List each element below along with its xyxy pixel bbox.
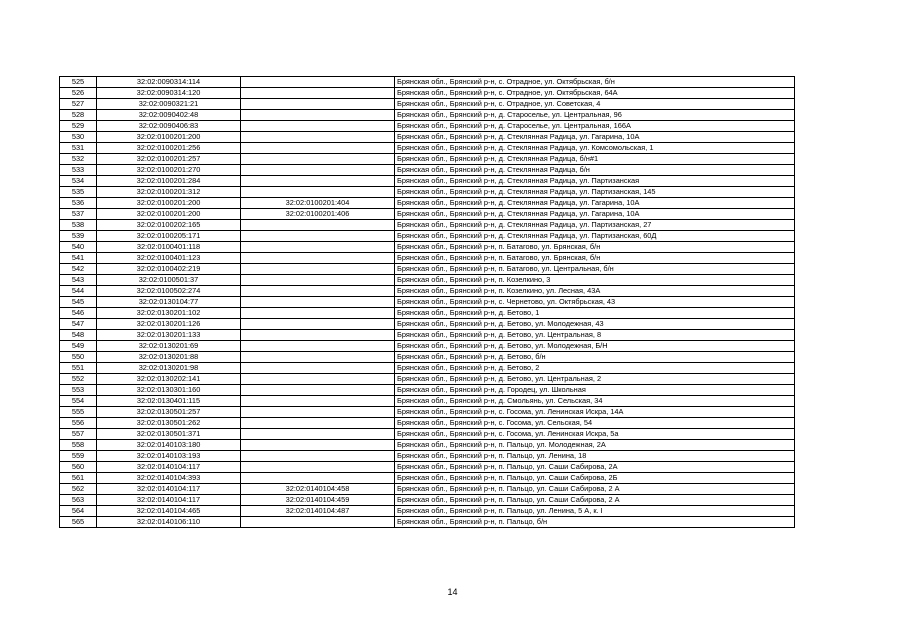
related-cadastral-number-cell [241, 176, 395, 187]
address-cell: Брянская обл., Брянский р-н, п. Пальцо, ул. Саши Сабирова, 2Б [395, 473, 795, 484]
table-row [60, 88, 795, 99]
cadastral-number-cell: 32:02:0100201:312 [97, 187, 241, 198]
row-number-cell: 565 [60, 517, 97, 528]
related-cadastral-number-cell [241, 517, 395, 528]
related-cadastral-number-cell [241, 363, 395, 374]
table-row [60, 308, 795, 319]
address-cell: Брянская обл., Брянский р-н, п. Пальцо, ул. Ленина, 5 А, к. I [395, 506, 795, 517]
row-number-cell: 564 [60, 506, 97, 517]
address-cell: Брянская обл., Брянский р-н, с. Отрадное, ул. Октябрьская, 64А [395, 88, 795, 99]
cadastral-number-cell: 32:02:0130201:126 [97, 319, 241, 330]
address-cell: Брянская обл., Брянский р-н, д. Староселье, ул. Центральная, 166А [395, 121, 795, 132]
address-cell: Брянская обл., Брянский р-н, д. Стеклянная Радица, ул. Гагарина, 10А [395, 132, 795, 143]
address-cell: Брянская обл., Брянский р-н, п. Козелкино, ул. Лесная, 43А [395, 286, 795, 297]
related-cadastral-number-cell [241, 473, 395, 484]
address-cell: Брянская обл., Брянский р-н, д. Бетово, ул. Молодежная, Б/Н [395, 341, 795, 352]
row-number-cell: 562 [60, 484, 97, 495]
related-cadastral-number-cell [241, 253, 395, 264]
related-cadastral-number-cell [241, 275, 395, 286]
row-number-cell: 551 [60, 363, 97, 374]
address-cell: Брянская обл., Брянский р-н, д. Стеклянная Радица, б/н#1 [395, 154, 795, 165]
row-number-cell: 525 [60, 77, 97, 88]
row-number-cell: 549 [60, 341, 97, 352]
address-cell: Брянская обл., Брянский р-н, д. Городец, ул. Школьная [395, 385, 795, 396]
row-number-cell: 526 [60, 88, 97, 99]
address-cell: Брянская обл., Брянский р-н, п. Батагово, ул. Брянская, б/н [395, 253, 795, 264]
related-cadastral-number-cell [241, 187, 395, 198]
table-row [60, 374, 795, 385]
table-row [60, 209, 795, 220]
table-row [60, 385, 795, 396]
table-row [60, 286, 795, 297]
cadastral-number-cell: 32:02:0100205:171 [97, 231, 241, 242]
related-cadastral-number-cell [241, 429, 395, 440]
related-cadastral-number-cell: 32:02:0140104:487 [241, 506, 395, 517]
table-row [60, 297, 795, 308]
address-cell: Брянская обл., Брянский р-н, д. Стеклянная Радица, ул. Партизанская [395, 176, 795, 187]
row-number-cell: 547 [60, 319, 97, 330]
table-row [60, 363, 795, 374]
address-cell: Брянская обл., Брянский р-н, с. Госома, ул. Ленинская Искра, 14А [395, 407, 795, 418]
related-cadastral-number-cell [241, 132, 395, 143]
address-cell: Брянская обл., Брянский р-н, с. Госома, ул. Ленинская Искра, 5а [395, 429, 795, 440]
table-row [60, 198, 795, 209]
table-row [60, 517, 795, 528]
related-cadastral-number-cell [241, 407, 395, 418]
row-number-cell: 541 [60, 253, 97, 264]
row-number-cell: 554 [60, 396, 97, 407]
cadastral-number-cell: 32:02:0130202:141 [97, 374, 241, 385]
related-cadastral-number-cell [241, 330, 395, 341]
table-row [60, 396, 795, 407]
table-row [60, 330, 795, 341]
cadastral-number-cell: 32:02:0090314:114 [97, 77, 241, 88]
cadastral-number-cell: 32:02:0100502:274 [97, 286, 241, 297]
related-cadastral-number-cell [241, 143, 395, 154]
related-cadastral-number-cell [241, 121, 395, 132]
address-cell: Брянская обл., Брянский р-н, д. Староселье, ул. Центральная, 96 [395, 110, 795, 121]
table-row [60, 495, 795, 506]
address-cell: Брянская обл., Брянский р-н, п. Пальцо, б/н [395, 517, 795, 528]
cadastral-number-cell: 32:02:0130501:371 [97, 429, 241, 440]
related-cadastral-number-cell [241, 396, 395, 407]
cadastral-number-cell: 32:02:0100401:118 [97, 242, 241, 253]
table-row [60, 110, 795, 121]
address-cell: Брянская обл., Брянский р-н, с. Чернетово, ул. Октябрьская, 43 [395, 297, 795, 308]
row-number-cell: 527 [60, 99, 97, 110]
address-cell: Брянская обл., Брянский р-н, п. Батагово, ул. Брянская, б/н [395, 242, 795, 253]
address-cell: Брянская обл., Брянский р-н, д. Стеклянная Радица, ул. Партизанская, 27 [395, 220, 795, 231]
related-cadastral-number-cell [241, 451, 395, 462]
table-row [60, 154, 795, 165]
cadastral-number-cell: 32:02:0130201:88 [97, 352, 241, 363]
address-cell: Брянская обл., Брянский р-н, д. Стеклянная Радица, ул. Гагарина, 10А [395, 209, 795, 220]
table-row [60, 143, 795, 154]
address-cell: Брянская обл., Брянский р-н, п. Козелкино, 3 [395, 275, 795, 286]
row-number-cell: 529 [60, 121, 97, 132]
cadastral-number-cell: 32:02:0140106:110 [97, 517, 241, 528]
row-number-cell: 561 [60, 473, 97, 484]
row-number-cell: 533 [60, 165, 97, 176]
cadastral-number-cell: 32:02:0140104:117 [97, 495, 241, 506]
page-number: 14 [447, 587, 458, 597]
row-number-cell: 543 [60, 275, 97, 286]
cadastral-number-cell: 32:02:0100501:37 [97, 275, 241, 286]
table-row [60, 462, 795, 473]
table-row [60, 506, 795, 517]
cadastral-number-cell: 32:02:0130201:69 [97, 341, 241, 352]
cadastral-number-cell: 32:02:0140104:465 [97, 506, 241, 517]
related-cadastral-number-cell [241, 319, 395, 330]
row-number-cell: 530 [60, 132, 97, 143]
cadastral-number-cell: 32:02:0140103:193 [97, 451, 241, 462]
related-cadastral-number-cell [241, 418, 395, 429]
table-row [60, 341, 795, 352]
row-number-cell: 556 [60, 418, 97, 429]
cadastral-number-cell: 32:02:0130104:77 [97, 297, 241, 308]
address-cell: Брянская обл., Брянский р-н, с. Отрадное, ул. Октябрьская, б/н [395, 77, 795, 88]
row-number-cell: 531 [60, 143, 97, 154]
related-cadastral-number-cell: 32:02:0100201:404 [241, 198, 395, 209]
row-number-cell: 559 [60, 451, 97, 462]
related-cadastral-number-cell [241, 264, 395, 275]
table-row [60, 407, 795, 418]
related-cadastral-number-cell [241, 341, 395, 352]
row-number-cell: 557 [60, 429, 97, 440]
address-cell: Брянская обл., Брянский р-н, с. Отрадное, ул. Советская, 4 [395, 99, 795, 110]
related-cadastral-number-cell [241, 110, 395, 121]
cadastral-number-cell: 32:02:0100201:257 [97, 154, 241, 165]
table-row [60, 165, 795, 176]
related-cadastral-number-cell [241, 99, 395, 110]
related-cadastral-number-cell [241, 165, 395, 176]
cadastral-number-cell: 32:02:0140103:180 [97, 440, 241, 451]
table-row [60, 352, 795, 363]
row-number-cell: 548 [60, 330, 97, 341]
row-number-cell: 560 [60, 462, 97, 473]
table-row [60, 176, 795, 187]
cadastral-number-cell: 32:02:0130501:257 [97, 407, 241, 418]
related-cadastral-number-cell [241, 352, 395, 363]
related-cadastral-number-cell [241, 220, 395, 231]
row-number-cell: 546 [60, 308, 97, 319]
related-cadastral-number-cell: 32:02:0100201:406 [241, 209, 395, 220]
cadastral-number-cell: 32:02:0100201:200 [97, 132, 241, 143]
related-cadastral-number-cell: 32:02:0140104:458 [241, 484, 395, 495]
table-row [60, 319, 795, 330]
table-row [60, 451, 795, 462]
row-number-cell: 538 [60, 220, 97, 231]
address-cell: Брянская обл., Брянский р-н, д. Стеклянная Радица, ул. Гагарина, 10А [395, 198, 795, 209]
row-number-cell: 532 [60, 154, 97, 165]
address-cell: Брянская обл., Брянский р-н, с. Госома, ул. Сельская, 54 [395, 418, 795, 429]
address-cell: Брянская обл., Брянский р-н, п. Пальцо, ул. Ленина, 18 [395, 451, 795, 462]
address-cell: Брянская обл., Брянский р-н, д. Стеклянная Радица, б/н [395, 165, 795, 176]
related-cadastral-number-cell [241, 385, 395, 396]
row-number-cell: 545 [60, 297, 97, 308]
address-cell: Брянская обл., Брянский р-н, д. Стеклянная Радица, ул. Комсомольская, 1 [395, 143, 795, 154]
row-number-cell: 555 [60, 407, 97, 418]
row-number-cell: 540 [60, 242, 97, 253]
cadastral-number-cell: 32:02:0130201:102 [97, 308, 241, 319]
cadastral-number-cell: 32:02:0090321:21 [97, 99, 241, 110]
row-number-cell: 553 [60, 385, 97, 396]
address-cell: Брянская обл., Брянский р-н, д. Бетово, ул. Центральная, 8 [395, 330, 795, 341]
table-row [60, 473, 795, 484]
address-cell: Брянская обл., Брянский р-н, д. Бетово, 2 [395, 363, 795, 374]
cadastral-number-cell: 32:02:0100402:219 [97, 264, 241, 275]
cadastral-number-cell: 32:02:0130201:98 [97, 363, 241, 374]
address-cell: Брянская обл., Брянский р-н, д. Бетово, 1 [395, 308, 795, 319]
row-number-cell: 563 [60, 495, 97, 506]
related-cadastral-number-cell [241, 242, 395, 253]
related-cadastral-number-cell [241, 88, 395, 99]
table-row [60, 132, 795, 143]
table-row [60, 429, 795, 440]
related-cadastral-number-cell [241, 77, 395, 88]
row-number-cell: 550 [60, 352, 97, 363]
address-cell: Брянская обл., Брянский р-н, д. Стеклянная Радица, ул. Партизанская, 60Д [395, 231, 795, 242]
address-cell: Брянская обл., Брянский р-н, п. Батагово, ул. Центральная, б/н [395, 264, 795, 275]
cadastral-number-cell: 32:02:0100202:165 [97, 220, 241, 231]
address-cell: Брянская обл., Брянский р-н, д. Бетово, б/н [395, 352, 795, 363]
cadastral-number-cell: 32:02:0130201:133 [97, 330, 241, 341]
cadastral-number-cell: 32:02:0100201:270 [97, 165, 241, 176]
address-cell: Брянская обл., Брянский р-н, д. Бетово, ул. Молодежная, 43 [395, 319, 795, 330]
cadastral-number-cell: 32:02:0100201:200 [97, 209, 241, 220]
table-row [60, 440, 795, 451]
table-row [60, 242, 795, 253]
table-row [60, 231, 795, 242]
address-cell: Брянская обл., Брянский р-н, п. Пальцо, ул. Саши Сабирова, 2А [395, 462, 795, 473]
address-cell: Брянская обл., Брянский р-н, д. Бетово, ул. Центральная, 2 [395, 374, 795, 385]
cadastral-number-cell: 32:02:0100201:256 [97, 143, 241, 154]
related-cadastral-number-cell [241, 297, 395, 308]
cadastral-number-cell: 32:02:0090402:48 [97, 110, 241, 121]
row-number-cell: 535 [60, 187, 97, 198]
table-row [60, 187, 795, 198]
address-cell: Брянская обл., Брянский р-н, п. Пальцо, ул. Молодежная, 2А [395, 440, 795, 451]
related-cadastral-number-cell [241, 308, 395, 319]
table-row [60, 253, 795, 264]
cadastral-number-cell: 32:02:0130401:115 [97, 396, 241, 407]
address-cell: Брянская обл., Брянский р-н, д. Смольянь, ул. Сельская, 34 [395, 396, 795, 407]
row-number-cell: 537 [60, 209, 97, 220]
cadastral-table-body [60, 77, 795, 528]
table-row [60, 418, 795, 429]
cadastral-number-cell: 32:02:0140104:117 [97, 484, 241, 495]
address-cell: Брянская обл., Брянский р-н, п. Пальцо, ул. Саши Сабирова, 2 А [395, 495, 795, 506]
table-row [60, 99, 795, 110]
cadastral-number-cell: 32:02:0090406:83 [97, 121, 241, 132]
cadastral-number-cell: 32:02:0140104:393 [97, 473, 241, 484]
table-row [60, 264, 795, 275]
row-number-cell: 528 [60, 110, 97, 121]
cadastral-number-cell: 32:02:0100201:200 [97, 198, 241, 209]
row-number-cell: 536 [60, 198, 97, 209]
related-cadastral-number-cell [241, 154, 395, 165]
row-number-cell: 542 [60, 264, 97, 275]
row-number-cell: 539 [60, 231, 97, 242]
address-cell: Брянская обл., Брянский р-н, д. Стеклянная Радица, ул. Партизанская, 145 [395, 187, 795, 198]
cadastral-number-cell: 32:02:0090314:120 [97, 88, 241, 99]
related-cadastral-number-cell [241, 231, 395, 242]
related-cadastral-number-cell [241, 286, 395, 297]
related-cadastral-number-cell [241, 440, 395, 451]
row-number-cell: 544 [60, 286, 97, 297]
related-cadastral-number-cell: 32:02:0140104:459 [241, 495, 395, 506]
cadastral-number-cell: 32:02:0100401:123 [97, 253, 241, 264]
related-cadastral-number-cell [241, 374, 395, 385]
table-row [60, 220, 795, 231]
cadastral-number-cell: 32:02:0130501:262 [97, 418, 241, 429]
cadastral-table [59, 76, 795, 528]
row-number-cell: 558 [60, 440, 97, 451]
address-cell: Брянская обл., Брянский р-н, п. Пальцо, ул. Саши Сабирова, 2 А [395, 484, 795, 495]
row-number-cell: 552 [60, 374, 97, 385]
cadastral-number-cell: 32:02:0140104:117 [97, 462, 241, 473]
row-number-cell: 534 [60, 176, 97, 187]
table-row [60, 121, 795, 132]
related-cadastral-number-cell [241, 462, 395, 473]
table-row [60, 484, 795, 495]
table-row [60, 275, 795, 286]
table-row [60, 77, 795, 88]
cadastral-number-cell: 32:02:0130301:160 [97, 385, 241, 396]
cadastral-number-cell: 32:02:0100201:284 [97, 176, 241, 187]
